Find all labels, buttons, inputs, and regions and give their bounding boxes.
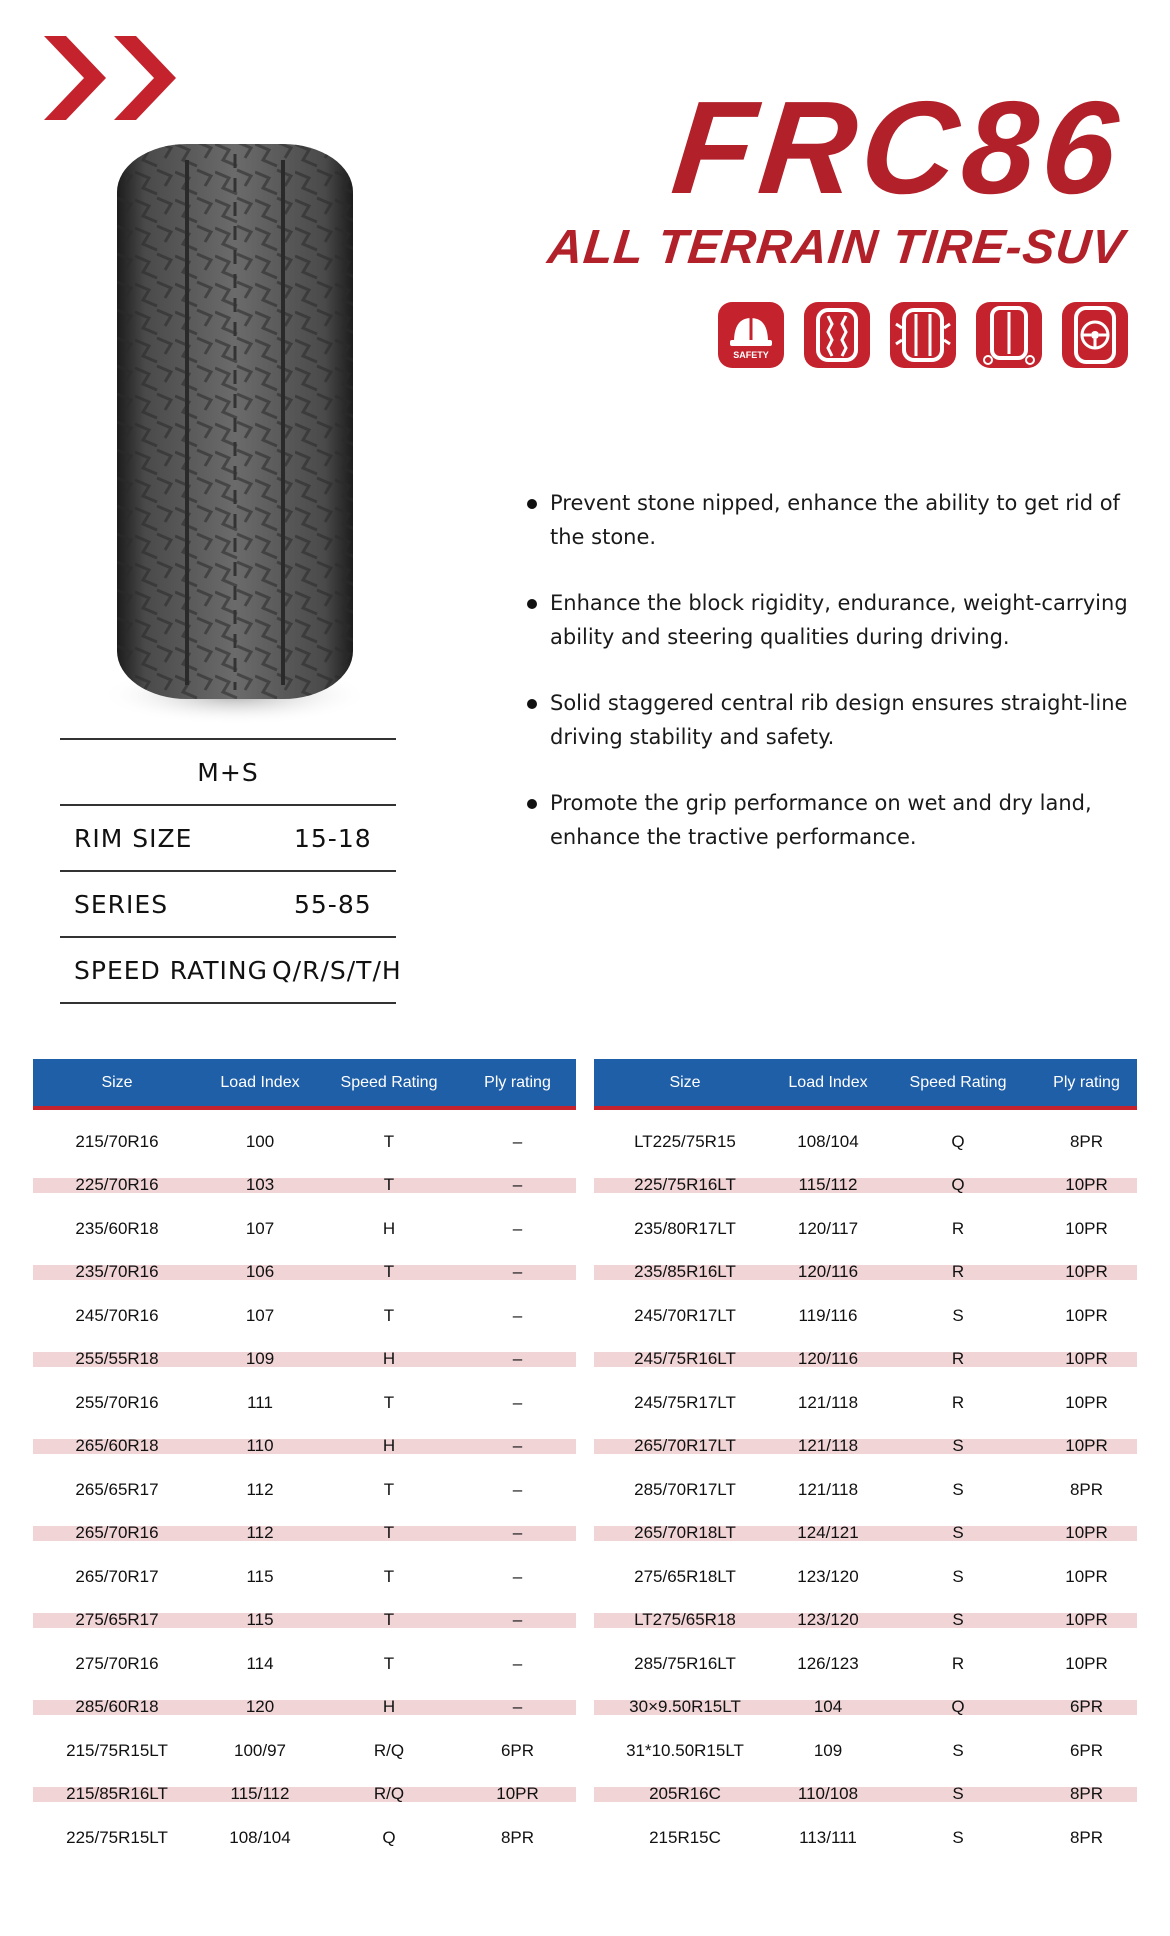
cell-size: 225/75R16LT <box>594 1164 776 1208</box>
spec-row-series <box>60 870 396 936</box>
table-row <box>594 1108 1137 1164</box>
cell-speed-rating: S <box>952 1566 964 1586</box>
cell-speed-rating: T <box>383 1566 395 1586</box>
steering-wheel-icon <box>1060 300 1130 370</box>
cell-size: 285/70R17LT <box>634 1479 736 1499</box>
cell-ply-rating: – <box>512 1218 523 1238</box>
cell-load-index: 115 <box>201 1599 319 1643</box>
cell-size: 235/85R16LT <box>594 1251 776 1295</box>
cell-ply-rating: 10PR <box>1065 1392 1108 1412</box>
cell-size: 265/70R17LT <box>594 1425 776 1469</box>
table-row <box>33 1468 576 1512</box>
cell-size: 225/75R15LT <box>66 1827 168 1847</box>
speed-rating-value: Q/R/S/T/H <box>272 956 402 985</box>
cell-load-index: 109 <box>201 1338 319 1382</box>
cell-load-index: 120/117 <box>797 1218 859 1238</box>
size-table-left <box>33 1059 576 1860</box>
cell-size: 265/70R16 <box>33 1512 201 1556</box>
cell-ply-rating: 6PR <box>1069 1740 1104 1760</box>
cell-size: 235/60R18 <box>75 1218 159 1238</box>
ms-label: M+S <box>197 758 259 787</box>
cell-ply-rating: 8PR <box>1069 1827 1104 1847</box>
table-row <box>33 1381 576 1425</box>
spec-row-ms <box>60 738 396 804</box>
table-row <box>594 1729 1137 1773</box>
bullet-icon <box>527 799 537 809</box>
cell-size: LT225/75R15 <box>634 1131 736 1151</box>
cell-ply-rating: – <box>459 1599 576 1643</box>
cell-ply-rating: 10PR <box>1036 1512 1137 1556</box>
cell-ply-rating: – <box>512 1653 523 1673</box>
table-row <box>594 1642 1137 1686</box>
cell-load-index: 106 <box>201 1251 319 1295</box>
table-row <box>594 1207 1137 1251</box>
cell-ply-rating: – <box>459 1512 576 1556</box>
cell-ply-rating: 10PR <box>1036 1425 1137 1469</box>
cell-speed-rating: Q <box>951 1131 965 1151</box>
feature-text: Prevent stone nipped, enhance the ability to get rid of the stone. <box>550 491 1120 549</box>
cell-speed-rating: Q <box>880 1164 1036 1208</box>
cell-speed-rating: S <box>952 1305 964 1325</box>
cell-ply-rating: 10PR <box>1065 1305 1108 1325</box>
rim-size-value: 15-18 <box>294 824 372 853</box>
table-row <box>594 1381 1137 1425</box>
cell-ply-rating: – <box>512 1305 523 1325</box>
cell-speed-rating: R <box>880 1251 1036 1295</box>
table-row <box>594 1251 1137 1295</box>
cell-ply-rating: 8PR <box>1069 1479 1104 1499</box>
cell-speed-rating: H <box>319 1686 459 1730</box>
cell-ply-rating: 6PR <box>500 1740 535 1760</box>
header-size: Size <box>33 1059 201 1108</box>
cell-load-index: 103 <box>201 1164 319 1208</box>
cell-ply-rating: 10PR <box>459 1773 576 1817</box>
cell-size: 235/70R16 <box>33 1251 201 1295</box>
cell-ply-rating: – <box>512 1392 523 1412</box>
size-table-right <box>594 1059 1137 1860</box>
cell-ply-rating: – <box>512 1479 523 1499</box>
cell-size: 275/65R18LT <box>634 1566 736 1586</box>
table-row <box>33 1599 576 1643</box>
spec-row-speed-rating <box>60 936 402 1004</box>
table-row <box>594 1555 1137 1599</box>
cell-speed-rating: S <box>880 1599 1036 1643</box>
cell-load-index: 121/118 <box>776 1425 880 1469</box>
cell-size: 275/70R16 <box>75 1653 159 1673</box>
table-row <box>33 1642 576 1686</box>
cell-size: 205R16C <box>594 1773 776 1817</box>
cell-load-index: 123/120 <box>776 1599 880 1643</box>
cell-size: 285/60R18 <box>33 1686 201 1730</box>
header-load-index: Load Index <box>201 1059 319 1108</box>
table-header-row <box>594 1059 1137 1108</box>
cell-ply-rating: 6PR <box>1036 1686 1137 1730</box>
cell-speed-rating: S <box>880 1512 1036 1556</box>
feature-text: Promote the grip performance on wet and dry land, enhance the tractive performance. <box>550 791 1092 849</box>
cell-size: 215R15C <box>649 1827 721 1847</box>
cell-ply-rating: 10PR <box>1036 1338 1137 1382</box>
tread-pattern-icon <box>802 300 872 370</box>
cell-speed-rating: S <box>880 1425 1036 1469</box>
table-row <box>33 1251 576 1295</box>
cell-size: 245/75R17LT <box>634 1392 736 1412</box>
tire-tread-icon <box>888 300 958 370</box>
header-ply-rating: Ply rating <box>459 1059 576 1108</box>
cell-size: 255/55R18 <box>33 1338 201 1382</box>
cell-speed-rating: S <box>880 1773 1036 1817</box>
cell-ply-rating: 10PR <box>1036 1599 1137 1643</box>
cell-size: 215/75R15LT <box>66 1740 168 1760</box>
safety-label: SAFETY <box>733 350 769 360</box>
cell-size: 245/75R16LT <box>594 1338 776 1382</box>
table-row <box>33 1816 576 1860</box>
cell-ply-rating: – <box>459 1164 576 1208</box>
spec-row-rim-size <box>60 804 396 870</box>
cell-load-index: 100 <box>245 1131 275 1151</box>
cell-speed-rating: T <box>319 1599 459 1643</box>
feature-icons <box>716 300 1126 370</box>
table-row <box>33 1555 576 1599</box>
cell-speed-rating: T <box>319 1251 459 1295</box>
spec-table <box>60 738 402 1004</box>
chain-tire-icon <box>974 300 1044 370</box>
cell-load-index: 109 <box>813 1740 843 1760</box>
bullet-icon <box>527 499 537 509</box>
cell-speed-rating: S <box>952 1740 964 1760</box>
table-row <box>33 1773 576 1817</box>
cell-speed-rating: T <box>383 1392 395 1412</box>
cell-ply-rating: – <box>459 1251 576 1295</box>
table-row <box>594 1512 1137 1556</box>
cell-load-index: 110 <box>201 1425 319 1469</box>
cell-load-index: 108/104 <box>229 1827 291 1847</box>
cell-ply-rating: – <box>459 1686 576 1730</box>
cell-ply-rating: 10PR <box>1036 1251 1137 1295</box>
table-row <box>594 1816 1137 1860</box>
cell-load-index: 121/118 <box>797 1479 859 1499</box>
header-size: Size <box>594 1059 776 1108</box>
table-row <box>33 1294 576 1338</box>
cell-load-index: 119/116 <box>798 1305 858 1325</box>
cell-size: 215/70R16 <box>75 1131 159 1151</box>
cell-size: 265/70R17 <box>75 1566 159 1586</box>
feature-item <box>528 786 1128 854</box>
bullet-icon <box>527 699 537 709</box>
product-subtitle: ALL TERRAIN TIRE-SUV <box>544 221 1127 274</box>
cell-size: 31*10.50R15LT <box>626 1740 744 1760</box>
cell-speed-rating: R <box>951 1218 965 1238</box>
cell-ply-rating: 8PR <box>1036 1773 1137 1817</box>
cell-load-index: 120/116 <box>776 1338 880 1382</box>
table-row <box>594 1425 1137 1469</box>
cell-speed-rating: S <box>952 1827 964 1847</box>
cell-load-index: 123/120 <box>797 1566 859 1586</box>
cell-speed-rating: T <box>383 1131 395 1151</box>
cell-load-index: 126/123 <box>797 1653 859 1673</box>
tire-image <box>95 140 375 730</box>
cell-ply-rating: 10PR <box>1036 1164 1137 1208</box>
cell-ply-rating: – <box>512 1566 523 1586</box>
cell-speed-rating: H <box>382 1218 396 1238</box>
chevron-double-right-icon <box>44 36 184 120</box>
header-load-index: Load Index <box>776 1059 880 1108</box>
cell-load-index: 100/97 <box>234 1740 286 1760</box>
cell-size: 235/80R17LT <box>634 1218 736 1238</box>
cell-size: 265/70R18LT <box>594 1512 776 1556</box>
cell-ply-rating: 10PR <box>1065 1653 1108 1673</box>
header-speed-rating: Speed Rating <box>319 1059 459 1108</box>
cell-load-index: 120 <box>201 1686 319 1730</box>
cell-speed-rating: T <box>319 1164 459 1208</box>
cell-speed-rating: T <box>383 1479 395 1499</box>
cell-load-index: 115 <box>246 1566 274 1586</box>
cell-size: 30×9.50R15LT <box>594 1686 776 1730</box>
cell-speed-rating: Q <box>880 1686 1036 1730</box>
table-row <box>594 1773 1137 1817</box>
cell-load-index: 111 <box>247 1392 273 1412</box>
rim-size-label: RIM SIZE <box>74 824 193 853</box>
cell-load-index: 115/112 <box>776 1164 880 1208</box>
cell-ply-rating: – <box>459 1425 576 1469</box>
cell-size: 215/85R16LT <box>33 1773 201 1817</box>
feature-text: Solid staggered central rib design ensures straight-line driving stability and safety. <box>550 691 1128 749</box>
cell-speed-rating: R <box>880 1338 1036 1382</box>
bullet-icon <box>527 599 537 609</box>
cell-size: 265/65R17 <box>75 1479 159 1499</box>
cell-load-index: 112 <box>201 1512 319 1556</box>
feature-item <box>528 586 1128 654</box>
cell-load-index: 110/108 <box>776 1773 880 1817</box>
header-speed-rating: Speed Rating <box>880 1059 1036 1108</box>
cell-size: 225/70R16 <box>33 1164 201 1208</box>
series-value: 55-85 <box>294 890 372 919</box>
cell-ply-rating: 10PR <box>1065 1566 1108 1586</box>
cell-size: LT275/65R18 <box>594 1599 776 1643</box>
cell-size: 245/70R17LT <box>634 1305 736 1325</box>
cell-ply-rating: 8PR <box>1069 1131 1104 1151</box>
cell-load-index: 112 <box>246 1479 274 1499</box>
cell-load-index: 104 <box>776 1686 880 1730</box>
cell-size: 265/60R18 <box>33 1425 201 1469</box>
cell-speed-rating: H <box>319 1338 459 1382</box>
cell-speed-rating: R <box>951 1653 965 1673</box>
table-row <box>594 1468 1137 1512</box>
table-row <box>594 1164 1137 1208</box>
cell-ply-rating: – <box>512 1131 523 1151</box>
table-row <box>594 1599 1137 1643</box>
table-row <box>33 1164 576 1208</box>
table-row <box>33 1108 576 1164</box>
cell-load-index: 107 <box>245 1305 275 1325</box>
cell-speed-rating: H <box>319 1425 459 1469</box>
cell-speed-rating: T <box>383 1653 395 1673</box>
table-row <box>33 1512 576 1556</box>
cell-speed-rating: Q <box>382 1827 396 1847</box>
table-row <box>33 1338 576 1382</box>
speed-rating-label: SPEED RATING <box>74 956 268 985</box>
cell-load-index: 113/111 <box>799 1827 857 1847</box>
safety-helmet-icon <box>716 300 786 370</box>
table-header-row <box>33 1059 576 1108</box>
series-label: SERIES <box>74 890 169 919</box>
cell-speed-rating: R/Q <box>373 1740 405 1760</box>
cell-load-index: 121/118 <box>797 1392 859 1412</box>
table-row <box>33 1729 576 1773</box>
table-row <box>594 1338 1137 1382</box>
feature-list <box>528 486 1128 886</box>
cell-speed-rating: R <box>951 1392 965 1412</box>
cell-load-index: 107 <box>245 1218 275 1238</box>
cell-load-index: 115/112 <box>201 1773 319 1817</box>
cell-load-index: 108/104 <box>797 1131 859 1151</box>
cell-ply-rating: 10PR <box>1065 1218 1108 1238</box>
table-row <box>594 1294 1137 1338</box>
model-title: FRC86 <box>666 74 1130 221</box>
header-ply-rating: Ply rating <box>1036 1059 1137 1108</box>
cell-load-index: 114 <box>246 1653 274 1673</box>
cell-load-index: 120/116 <box>776 1251 880 1295</box>
cell-ply-rating: 8PR <box>500 1827 535 1847</box>
table-row <box>33 1686 576 1730</box>
cell-speed-rating: T <box>383 1305 395 1325</box>
feature-text: Enhance the block rigidity, endurance, weight-carrying ability and steering qualities during driving. <box>550 591 1128 649</box>
cell-size: 285/75R16LT <box>634 1653 736 1673</box>
cell-ply-rating: – <box>459 1338 576 1382</box>
cell-speed-rating: T <box>319 1512 459 1556</box>
table-row <box>594 1686 1137 1730</box>
feature-item <box>528 686 1128 754</box>
cell-speed-rating: R/Q <box>319 1773 459 1817</box>
table-row <box>33 1425 576 1469</box>
cell-size: 275/65R17 <box>33 1599 201 1643</box>
cell-speed-rating: S <box>952 1479 964 1499</box>
cell-size: 255/70R16 <box>75 1392 159 1412</box>
cell-size: 245/70R16 <box>75 1305 159 1325</box>
feature-item <box>528 486 1128 554</box>
table-row <box>33 1207 576 1251</box>
cell-load-index: 124/121 <box>776 1512 880 1556</box>
